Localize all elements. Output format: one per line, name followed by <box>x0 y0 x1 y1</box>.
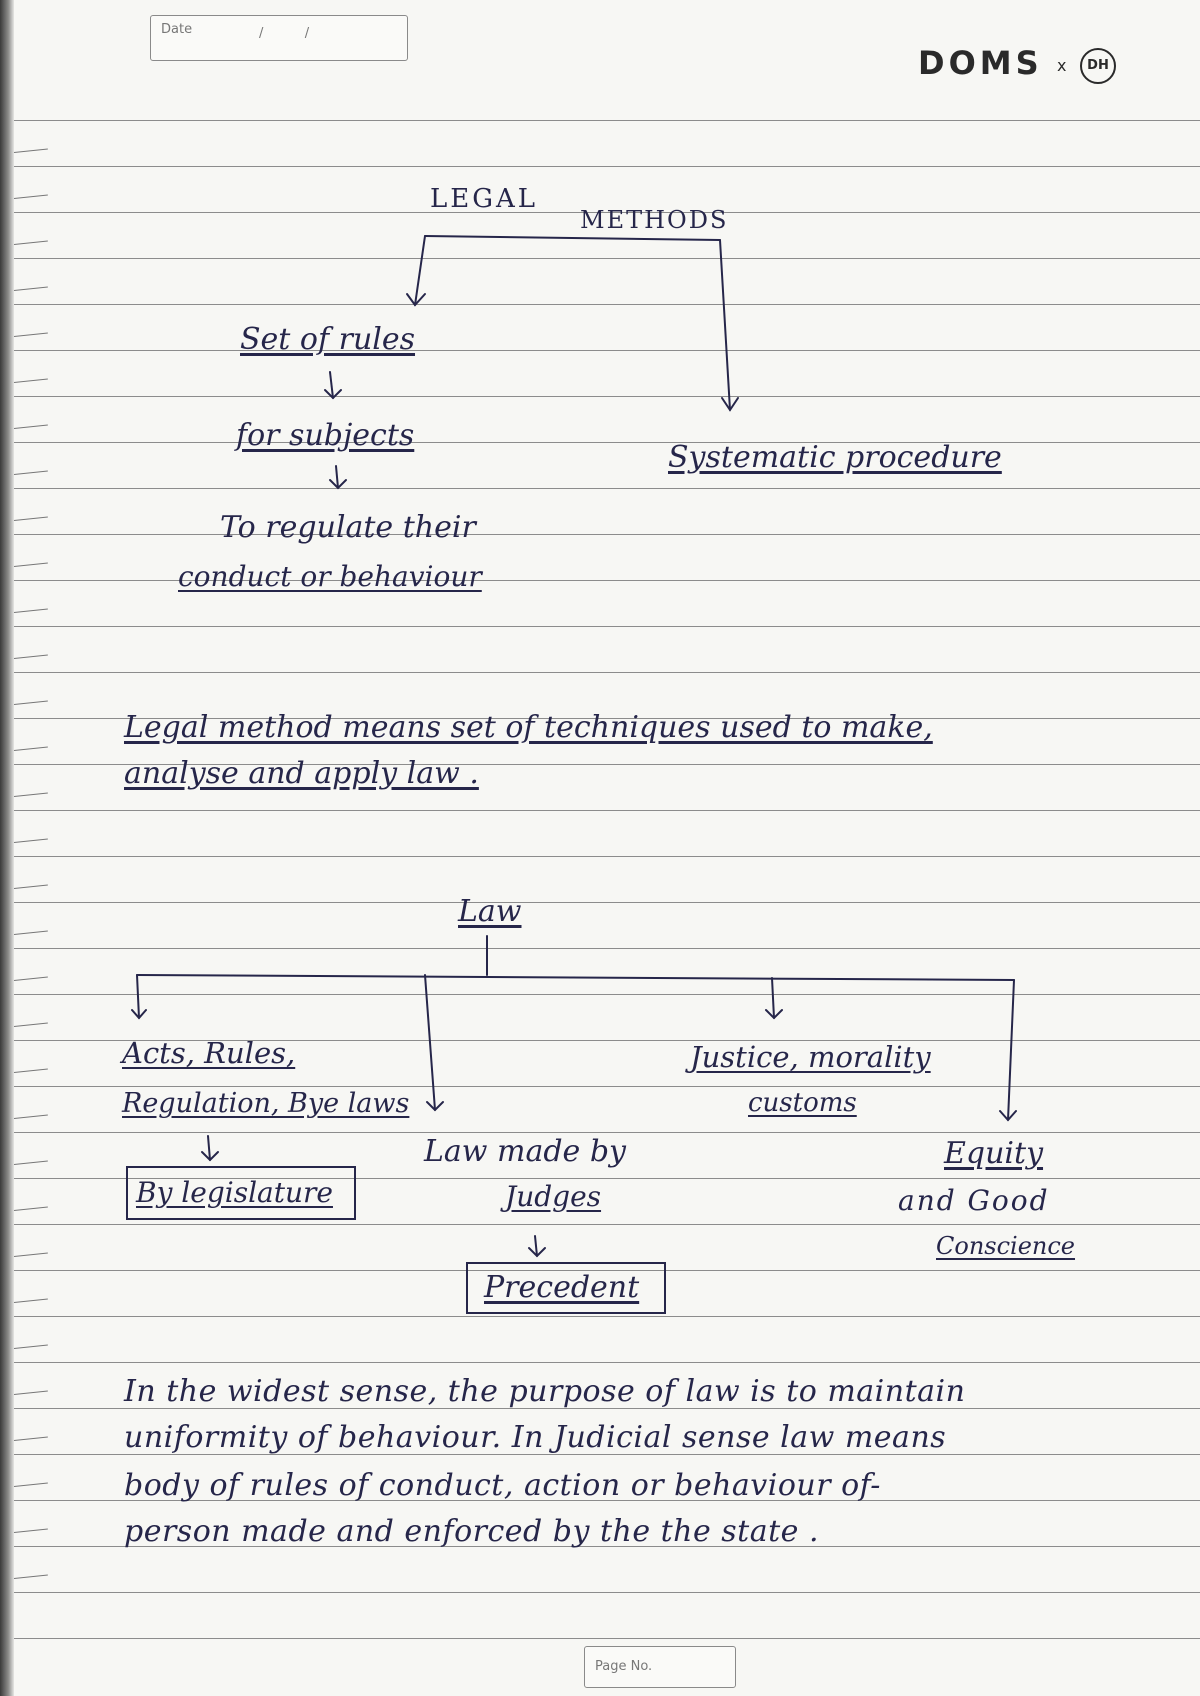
date-separators: / / <box>259 26 310 41</box>
brand-name: DOMS <box>918 44 1043 82</box>
node-justice-line1: Justice, morality <box>690 1040 931 1074</box>
law-root: Law <box>458 894 522 929</box>
node-systematic-procedure: Systematic procedure <box>668 440 1002 475</box>
page-no-box <box>584 1646 736 1688</box>
paragraph-line4: person made and enforced by the the state . <box>124 1514 820 1549</box>
node-set-of-rules: Set of rules <box>240 322 416 357</box>
brand-cross: x <box>1057 56 1067 75</box>
legal-methods-title-part2: METHODS <box>580 206 729 234</box>
node-precedent: Precedent <box>484 1270 640 1305</box>
d1-right-branch <box>720 240 730 410</box>
node-judges-line2: Judges <box>505 1180 602 1213</box>
paragraph-line2: uniformity of behaviour. In Judicial sense law means <box>124 1420 947 1455</box>
d2-hbar <box>137 975 1014 980</box>
d2-judges-drop <box>425 975 435 1110</box>
node-regulate-line2: conduct or behaviour <box>178 560 482 593</box>
paragraph-line3: body of rules of conduct, action or behaviour of- <box>124 1468 881 1503</box>
legislature-box <box>126 1166 356 1220</box>
node-judges-line1: Law made by <box>424 1134 627 1169</box>
node-acts-line2: Regulation, Bye laws <box>122 1088 410 1119</box>
d2-legis-arrow <box>208 1136 210 1160</box>
node-equity-line3: Conscience <box>936 1232 1076 1260</box>
node-acts-line1: Acts, Rules, <box>122 1036 296 1070</box>
definition-line1: Legal method means set of techniques used to make, <box>124 710 933 745</box>
paragraph-line1: In the widest sense, the purpose of law is to maintain <box>124 1374 966 1409</box>
node-regulate-line1: To regulate their <box>220 510 476 545</box>
d1-top-bar <box>425 236 720 240</box>
precedent-box <box>466 1262 666 1314</box>
date-label: Date <box>161 22 193 37</box>
node-justice-line2: customs <box>748 1088 857 1118</box>
d1-arrow2 <box>336 466 338 488</box>
node-for-subjects: for subjects <box>236 418 415 453</box>
node-equity-line1: Equity <box>944 1136 1044 1171</box>
d2-justice-drop <box>772 978 774 1018</box>
node-legislature: By legislature <box>136 1176 333 1209</box>
d2-equity-drop <box>1008 980 1014 1120</box>
definition-line2: analyse and apply law . <box>124 756 479 791</box>
d2-acts-drop <box>137 975 139 1018</box>
node-equity-line2: and Good <box>898 1184 1050 1217</box>
page-no-label: Page No. <box>595 1659 653 1674</box>
brand-badge: DH <box>1080 48 1116 84</box>
legal-methods-title-part1: LEGAL <box>430 184 539 214</box>
